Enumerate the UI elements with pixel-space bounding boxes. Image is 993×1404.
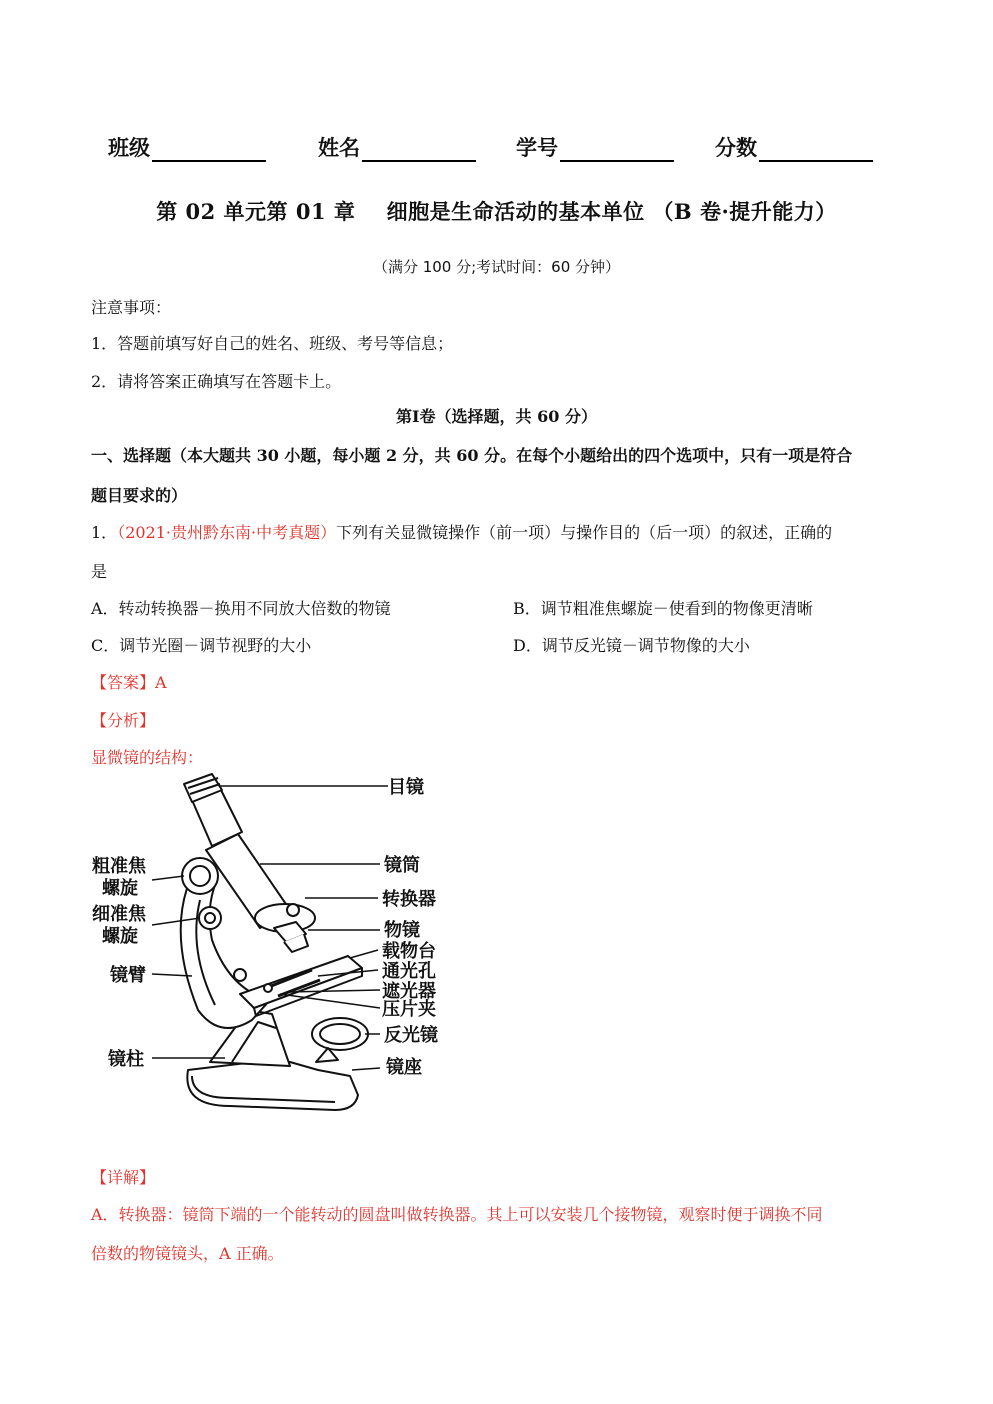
label-mirror: 反光镜: [384, 1025, 438, 1046]
label-aperture: 通光孔: [382, 961, 436, 982]
question-line2: 是: [91, 562, 108, 581]
question-number: 1．: [91, 523, 118, 542]
option-a[interactable]: A．转动转换器－换用不同放大倍数的物镜: [91, 599, 391, 618]
label-coarse-adjust: 粗准焦: [92, 856, 146, 877]
microscope-diagram: [80, 770, 460, 1115]
class-label: 班级: [108, 135, 150, 160]
detail-label: 【详解】: [91, 1168, 156, 1187]
label-fine-adjust: 细准焦: [92, 904, 146, 925]
analysis-text: 显微镜的结构：: [91, 748, 204, 767]
label-eyepiece: 目镜: [388, 777, 424, 798]
question-source: （2021·贵州黔东南·中考真题）: [117, 523, 337, 542]
label-clip: 压片夹: [382, 999, 436, 1020]
label-objective: 物镜: [384, 920, 420, 941]
label-coarse-adjust-2: 螺旋: [102, 878, 138, 899]
exam-info: （满分 100 分;考试时间：60 分钟）: [372, 258, 621, 276]
number-blank[interactable]: [560, 136, 674, 162]
score-label: 分数: [715, 135, 757, 160]
analysis-label: 【分析】: [91, 711, 156, 730]
score-blank[interactable]: [759, 136, 873, 162]
label-nosepiece: 转换器: [382, 889, 436, 910]
label-stage: 载物台: [382, 941, 436, 962]
name-field[interactable]: [318, 132, 476, 162]
answer-value: A: [155, 673, 167, 692]
name-label: 姓名: [318, 135, 360, 160]
part-heading-line1: 一、选择题（本大题共 30 小题，每小题 2 分，共 60 分。在每个小题给出的四个选项中，只有一项是符合: [91, 446, 853, 465]
section-title: 第Ⅰ卷（选择题，共 60 分）: [396, 407, 597, 426]
label-pillar: 镜柱: [108, 1049, 144, 1070]
option-c[interactable]: C．调节光圈－调节视野的大小: [91, 636, 312, 655]
option-b[interactable]: B．调节粗准焦螺旋－使看到的物像更清晰: [513, 599, 813, 618]
part-heading-line2: 题目要求的）: [91, 486, 188, 505]
notes-item: 1．答题前填写好自己的姓名、班级、考号等信息；: [91, 334, 454, 353]
number-label: 学号: [516, 135, 558, 160]
answer-line: [91, 670, 167, 693]
class-blank[interactable]: [152, 136, 266, 162]
score-field[interactable]: [715, 132, 873, 162]
notes-item: 2．请将答案正确填写在答题卡上。: [91, 372, 342, 391]
answer-label: 【答案】: [91, 673, 156, 692]
label-tube: 镜筒: [384, 855, 420, 876]
number-field[interactable]: [516, 132, 674, 162]
label-fine-adjust-2: 螺旋: [102, 926, 138, 947]
question-line1: [91, 520, 832, 543]
notes-heading: 注意事项：: [91, 298, 172, 317]
detail-line2: 倍数的物镜镜头，A 正确。: [91, 1244, 284, 1263]
page-title: 第 02 单元第 01 章 细胞是生命活动的基本单位 （B 卷·提升能力）: [156, 199, 837, 224]
label-arm: 镜臂: [110, 965, 146, 986]
class-field[interactable]: [108, 132, 266, 162]
label-diaphragm: 遮光器: [382, 981, 436, 1002]
option-d[interactable]: D．调节反光镜－调节物像的大小: [513, 636, 750, 655]
question-text: 下列有关显微镜操作（前一项）与操作目的（后一项）的叙述，正确的: [336, 523, 833, 542]
name-blank[interactable]: [362, 136, 476, 162]
detail-line1: A．转换器：镜筒下端的一个能转动的圆盘叫做转换器。其上可以安装几个接物镜，观察时便于调换不同: [91, 1205, 823, 1224]
label-base: 镜座: [386, 1057, 422, 1078]
